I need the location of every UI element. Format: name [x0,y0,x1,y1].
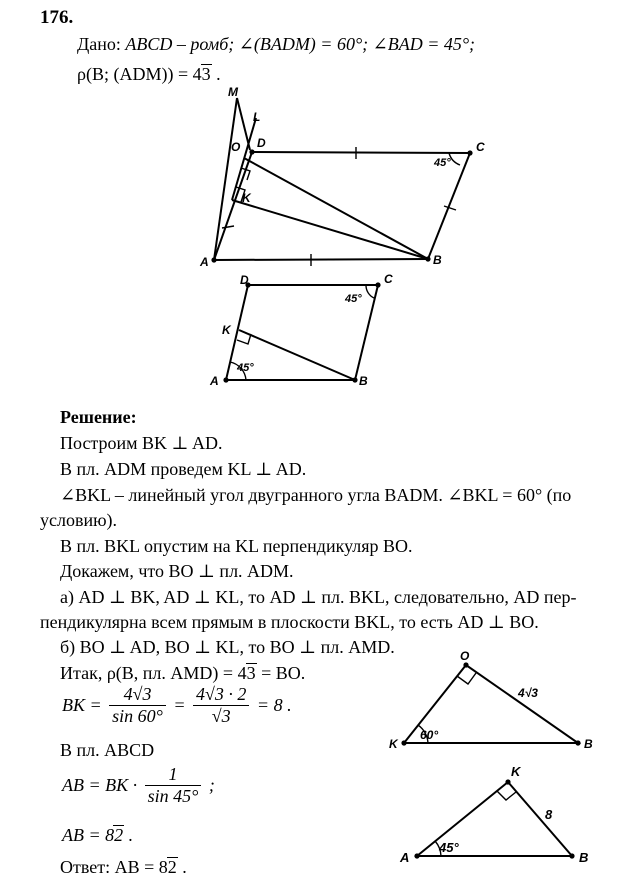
solution-line-10: Итак, ρ(B, пл. AMD) = 43 = BO. [60,663,306,683]
solution-line-3: ∠BKL – линейный угол двугранного угла BADM. ∠BKL = 60° (по [60,485,572,505]
label-k: K [511,764,521,779]
solution-line-2: В пл. ADM проведем KL ⊥ AD. [60,459,307,479]
label-l: L [253,110,261,124]
label-side-kb: 8 [545,807,553,822]
solution-line-7: а) AD ⊥ BK, AD ⊥ KL, то AD ⊥ пл. BKL, следовательно, AD пер- [60,587,577,607]
solution-line-6: Докажем, что BO ⊥ пл. ADM. [60,561,294,581]
given-text-1: ABCD – ромб; ∠(BADM) = 60°; ∠BAD = 45°; [125,34,476,54]
solution-line-8: пендикулярна всем прямым в плоскости BKL, то есть AD ⊥ BO. [40,612,539,632]
label-o: O [460,649,470,663]
label-angle-a: 45° [237,362,254,374]
formula-bk: BK = $\frac{4√3}{\sin 60^\circ}$ = $\frac{4√3 \cdot 2}{√3}$ = 8 . [62,684,292,726]
label-b: B [579,850,589,865]
label-angle-c: 45° [434,157,451,169]
formula-ab-result: AB = 82 . [62,825,134,845]
given-line-2: ρ(B; (ADM)) = 43 . [77,64,221,84]
solution-line-9: б) BO ⊥ AD, BO ⊥ KL, то BO ⊥ пл. AMD. [60,637,395,657]
label-a: A [210,374,219,388]
solution-heading: Решение: [60,407,137,427]
label-b: B [433,253,442,267]
label-d: D [240,273,249,287]
solution-line-4: условию). [40,510,118,530]
solution-line-1: Построим BK ⊥ AD. [60,433,223,453]
label-b: B [359,374,368,388]
label-c: C [476,140,485,154]
label-k: K [389,737,398,751]
label-a: A [400,850,410,865]
label-o: O [231,140,241,154]
label-c: C [384,272,393,286]
label-angle-c: 45° [345,293,362,305]
solution-line-11: В пл. ABCD [60,740,155,760]
solution-line-5: В пл. BKL опустим на KL перпендикуляр BO. [60,536,413,556]
label-k: K [222,323,231,337]
label-angle-k: 60° [420,728,439,742]
label-a: A [200,255,209,269]
formula-ab: AB = BK · $\frac{1}{\sin 45^\circ}$ ; [62,764,215,806]
label-angle-a: 45° [439,840,459,855]
given-prefix: Дано: [77,34,121,54]
given-dist-lhs: ρ(B; (ADM)) = 4 [77,64,202,84]
right-angle-k [497,791,516,800]
label-b: B [584,737,593,751]
label-k: K [242,191,251,205]
answer-line: Ответ: AB = 82 . [60,857,187,877]
problem-number: 176. [40,7,74,28]
label-side-ob: 4√3 [518,686,538,700]
label-d: D [257,136,266,150]
given-dist-radical: 3 [201,64,211,84]
label-m: M [228,85,238,99]
